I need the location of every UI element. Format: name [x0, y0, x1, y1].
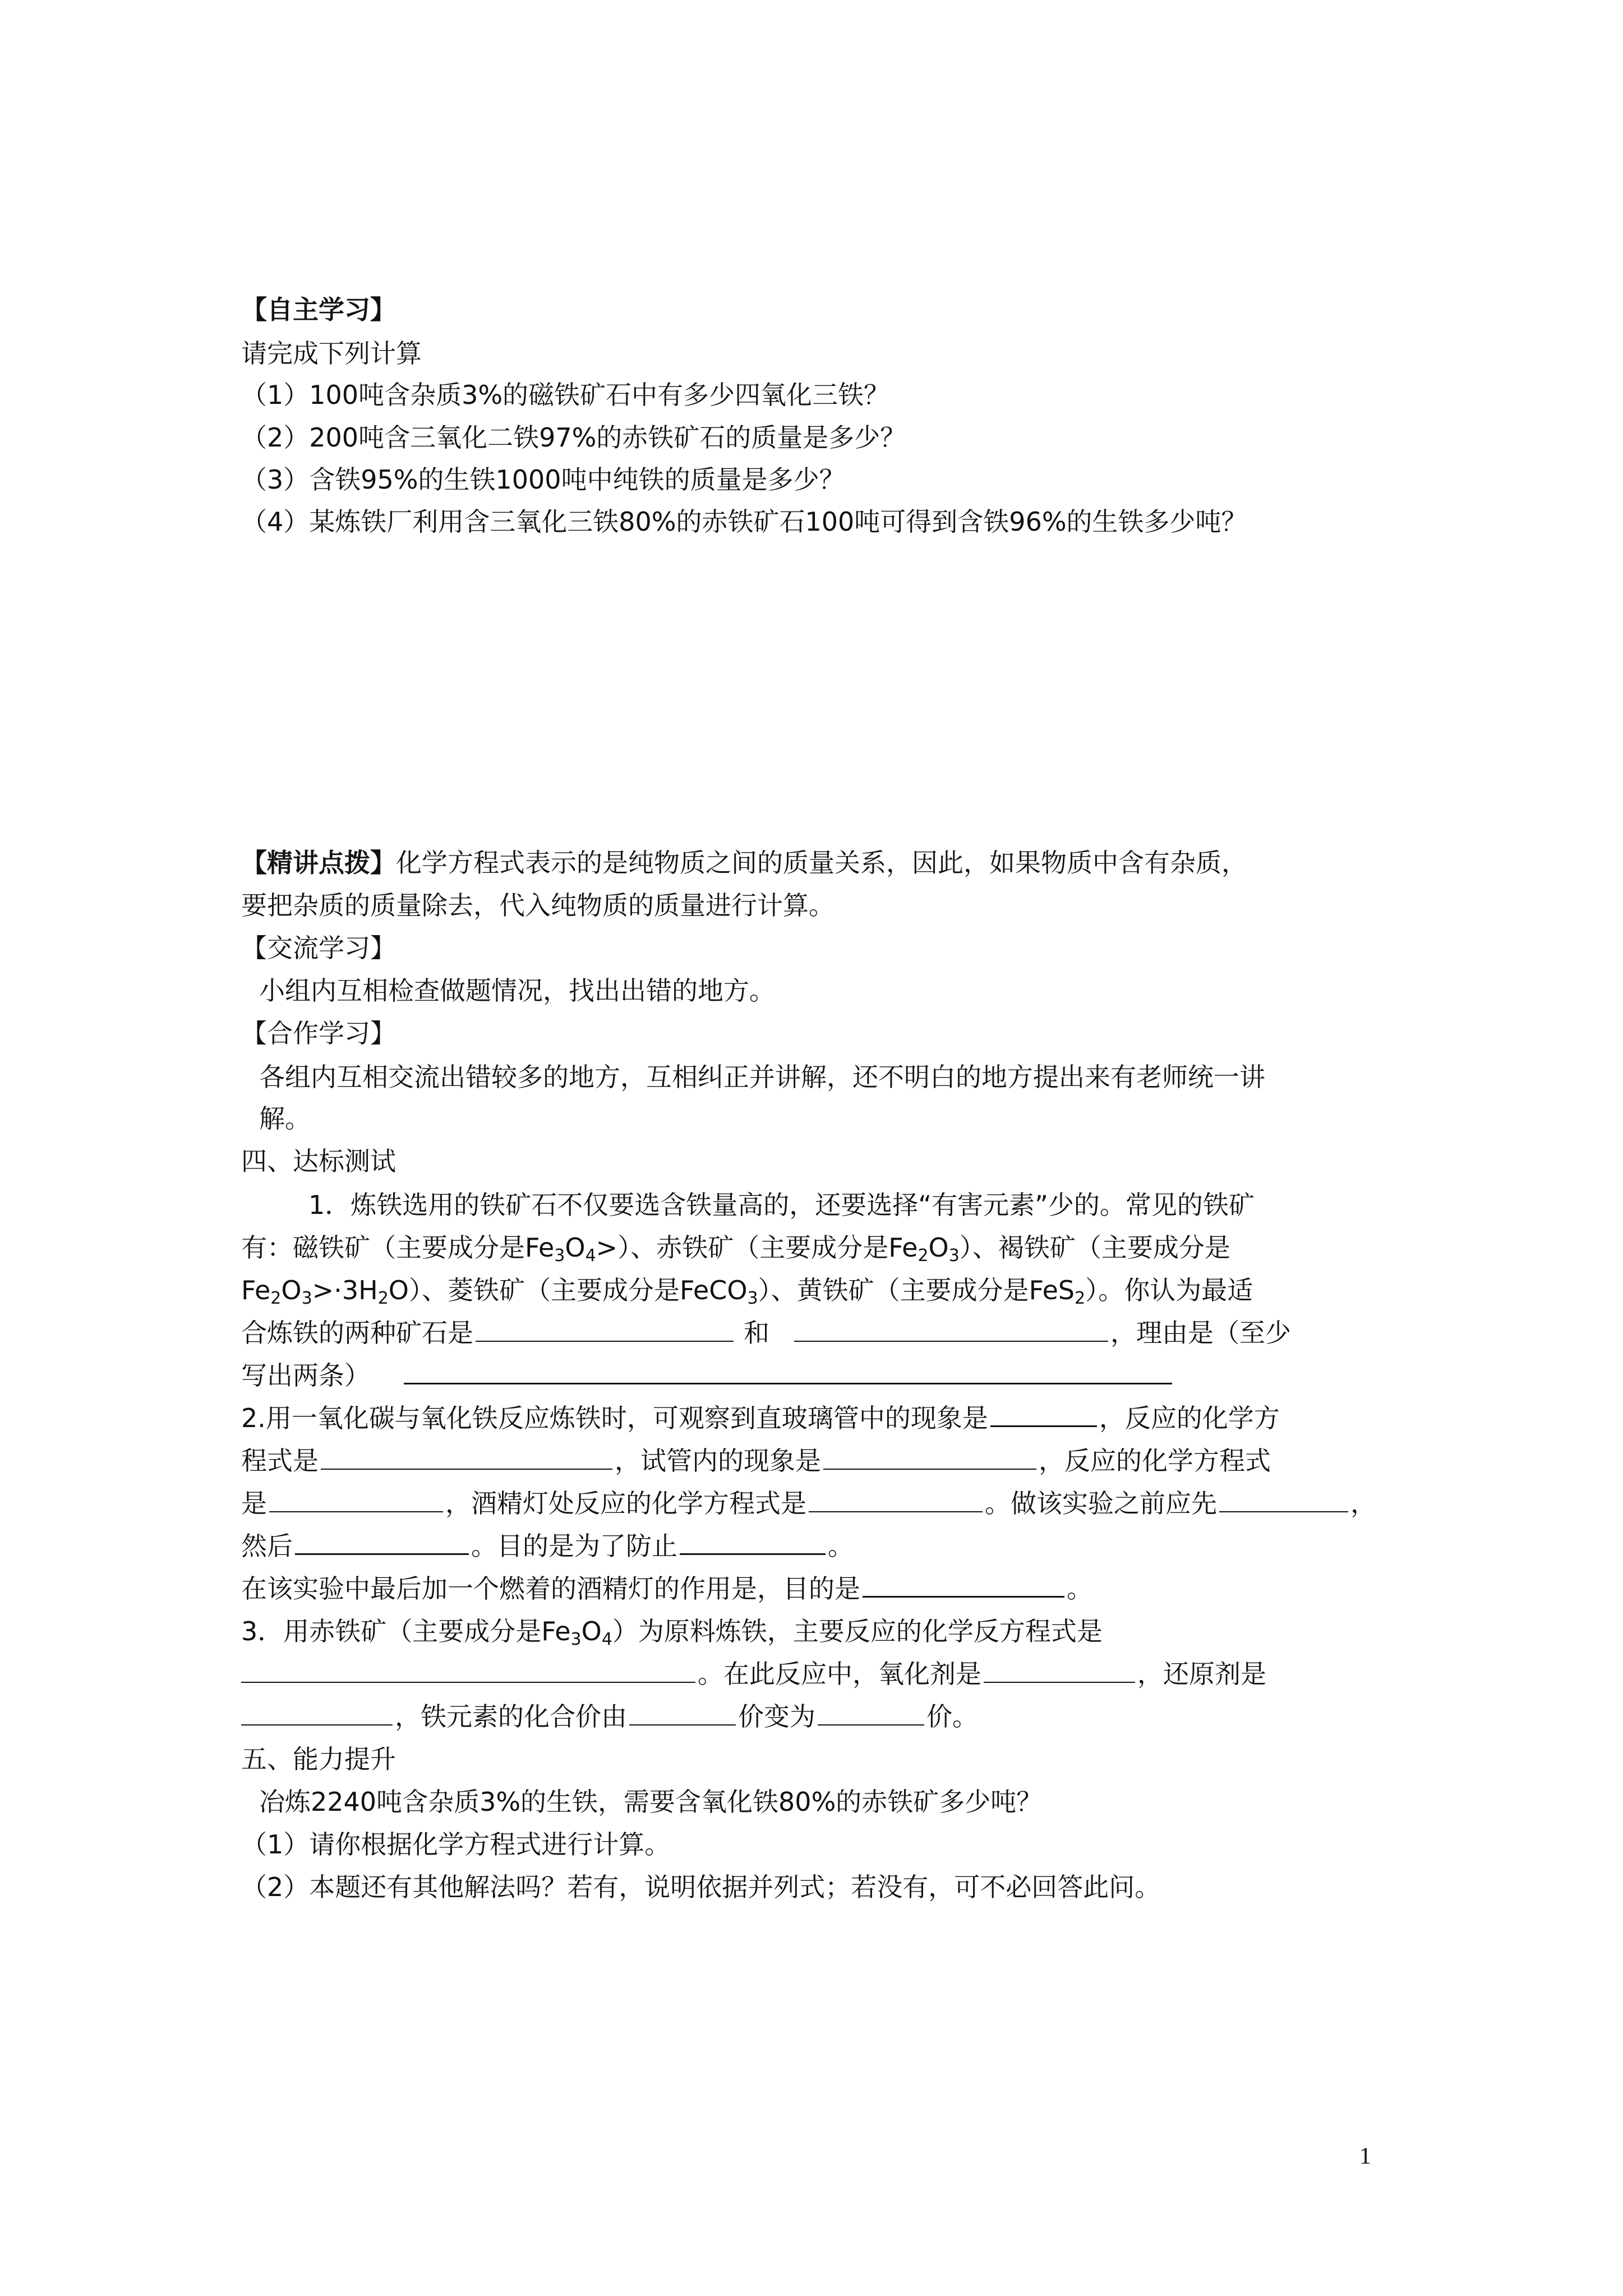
prevent-blank[interactable]: [680, 1530, 826, 1555]
page-number: 1: [1359, 2143, 1371, 2169]
test-q1-line-1: 1．炼铁选用的铁矿石不仅要选含铁量高的，还要选择“有害元素”少的。常见的铁矿: [308, 1190, 1255, 1220]
test-q2-line-4: 然后 。目的是为了防止 。: [241, 1531, 854, 1561]
explain-heading: 【精讲点拨】: [241, 848, 396, 878]
before-step-blank[interactable]: [1219, 1488, 1348, 1512]
test-heading: 四、达标测试: [241, 1146, 396, 1176]
explain-text-2: 要把杂质的质量除去，代入纯物质的质量进行计算。: [241, 890, 834, 921]
reaction-equation-blank[interactable]: [241, 1658, 695, 1683]
tube-phenomenon-blank[interactable]: [990, 1402, 1097, 1427]
coop-text-1: 各组内互相交流出错较多的地方，互相纠正并讲解，还不明白的地方提出来有老师统一讲: [259, 1062, 1265, 1092]
equation-1-blank[interactable]: [321, 1445, 612, 1470]
test-q1-line-5: 写出两条）: [241, 1359, 1174, 1392]
test-q3-line-3: ，铁元素的化合价由 价变为 价。: [241, 1700, 978, 1733]
test-q1-line-4: 合炼铁的两种矿石是 和 ，理由是（至少: [241, 1318, 1291, 1348]
question-1: （1）100吨含杂质3%的磁铁矿石中有多少四氧化三铁？: [241, 380, 890, 410]
oxidant-blank[interactable]: [984, 1658, 1135, 1683]
test-q1-line-3: $Fe_2O_3>\cdot 3H_2O$）、菱铁矿（主要成分是FeCO$_3$）、黄铁矿（主要成分是FeS$_2$）。你认为最适: [241, 1275, 1253, 1308]
ability-question-1: （1）请你根据化学方程式进行计算。: [241, 1829, 671, 1860]
question-3: （3）含铁95%的生铁1000吨中纯铁的质量是多少？: [241, 464, 845, 495]
valence-from-blank[interactable]: [629, 1701, 736, 1726]
lamp-equation-blank[interactable]: [809, 1488, 983, 1512]
reductant-blank[interactable]: [241, 1701, 393, 1726]
equation-2-blank[interactable]: [269, 1488, 443, 1512]
ability-text: 冶炼2240吨含杂质3%的生铁，需要含氧化铁80%的赤铁矿多少吨？: [259, 1787, 1043, 1817]
then-step-blank[interactable]: [295, 1530, 469, 1555]
test-q2-line-5: 在该实验中最后加一个燃着的酒精灯的作用是，目的是 。: [241, 1573, 1092, 1604]
test-q1-line-2: 有：磁铁矿（主要成分是$Fe_3O_4>$）、赤铁矿（主要成分是$Fe_2O_3$）、褐铁矿（主要成分是: [241, 1232, 1230, 1266]
coop-text-2: 解。: [259, 1103, 311, 1134]
ore-1-blank[interactable]: [476, 1317, 734, 1342]
question-4: （4）某炼铁厂利用含三氧化三铁80%的赤铁矿石100吨可得到含铁96%的生铁多少吨？: [241, 507, 1247, 537]
self-study-intro: 请完成下列计算: [241, 338, 422, 369]
test-q3-line-2: 。在此反应中，氧化剂是 ，还原剂是: [241, 1657, 1266, 1691]
test-q2-line-3: 是 ，酒精灯处反应的化学方程式是 。做该实验之前应先 ，: [241, 1488, 1376, 1519]
test-q3-line-1: 3．用赤铁矿（主要成分是$Fe_3O_4$）为原料炼铁，主要反应的化学反方程式是: [241, 1616, 1103, 1649]
explain-text-1: 化学方程式表示的是纯物质之间的质量关系，因此，如果物质中含有杂质，: [396, 848, 1247, 878]
purpose-blank[interactable]: [863, 1572, 1064, 1598]
question-2: （2）200吨含三氧化二铁97%的赤铁矿石的质量是多少？: [241, 422, 906, 453]
coop-heading: 【合作学习】: [241, 1018, 396, 1048]
ability-question-2: （2）本题还有其他解法吗？若有，说明依据并列式；若没有，可不必回答此问。: [241, 1872, 1161, 1902]
ore-2-blank[interactable]: [794, 1317, 1108, 1342]
test-q2-line-2: 程式是 ，试管内的现象是 ，反应的化学方程式: [241, 1446, 1271, 1476]
test-q2-line-1: 2.用一氧化碳与氧化铁反应炼铁时，可观察到直玻璃管中的现象是 ，反应的化学方: [241, 1403, 1280, 1433]
self-study-heading: 【自主学习】: [241, 295, 396, 325]
valence-to-blank[interactable]: [818, 1701, 924, 1726]
test-tube-phenomenon-blank[interactable]: [823, 1445, 1036, 1470]
reason-blank[interactable]: [404, 1359, 1172, 1384]
ability-heading: 五、能力提升: [241, 1744, 396, 1774]
exchange-heading: 【交流学习】: [241, 933, 396, 963]
explain-line-1: [241, 846, 1247, 880]
exchange-text: 小组内互相检查做题情况，找出出错的地方。: [259, 976, 775, 1006]
